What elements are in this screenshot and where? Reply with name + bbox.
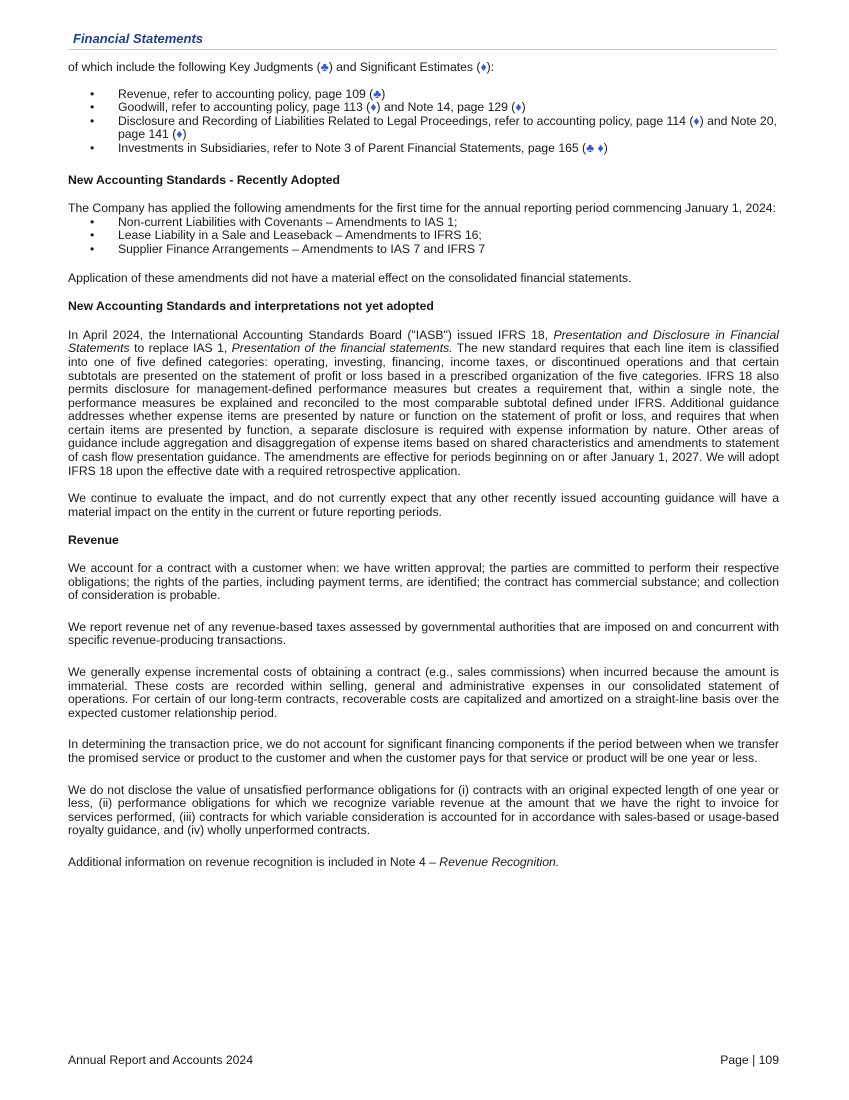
- marker-icon: ♣ ♦: [586, 140, 604, 155]
- list-item-text: Revenue, refer to accounting policy, page 109 (: [118, 86, 374, 101]
- list-item: [68, 216, 779, 230]
- revenue-paragraph-5: We do not disclose the value of unsatisfied performance obligations for (i) contracts with an original expected length of one year or less, (ii) performance obligations for which we recognize variable revenue at the amount that we have the right to invoice for services performed, (iii) contracts for which variable consideration is accounted for in accordance with sales-based or usage-based royalty guidance, and (iv) wholly unperformed contracts.: [68, 782, 779, 838]
- list-item-text: Supplier Finance Arrangements – Amendments to IAS 7 and IFRS 7: [118, 241, 486, 256]
- list-item-text: ): [381, 86, 386, 101]
- recently-adopted-conclusion: Application of these amendments did not have a material effect on the consolidated financial statements.: [68, 270, 632, 285]
- marker-icon: ♣: [373, 86, 382, 101]
- list-item: [68, 229, 779, 243]
- list-item-text: ) and Note 20, page 141 (: [118, 113, 777, 142]
- key-judgments-list: [68, 88, 779, 156]
- intro-text: of which include the following Key Judgments (: [68, 60, 321, 74]
- list-item-text: Investments in Subsidiaries, refer to Note 3 of Parent Financial Statements, page 165 (: [118, 140, 587, 155]
- marker-icon: ♦: [515, 100, 522, 115]
- intro-text: ):: [486, 60, 495, 74]
- key-judgment-club-icon: ♣: [320, 60, 329, 74]
- paragraph-text: Additional information on revenue recognition is included in Note 4 –: [68, 854, 440, 869]
- list-item: [68, 115, 779, 142]
- evaluate-impact-paragraph: We continue to evaluate the impact, and do not currently expect that any other recently issued accounting guidance will have a material impact on the entity in the current or future reporting periods.: [68, 491, 779, 519]
- bullet-icon: •: [90, 100, 95, 115]
- intro-paragraph: [68, 61, 779, 75]
- list-item-text: Non-current Liabilities with Covenants – Amendments to IAS 1;: [118, 214, 458, 229]
- bullet-icon: •: [90, 86, 95, 101]
- section-heading-recently-adopted: New Accounting Standards - Recently Adopted: [68, 172, 340, 187]
- bullet-icon: •: [90, 228, 95, 243]
- revenue-paragraph-3: We generally expense incremental costs of obtaining a contract (e.g., sales commissions) when incurred because the amount is immaterial. These costs are recorded within selling, general and administrative expenses in our consolidated statement of operations. For certain of our long-term contracts, recoverable costs are capitalized and amortized on a straight-line basis over the expected customer relationship period.: [68, 665, 779, 720]
- revenue-paragraph-1: We account for a contract with a customer when: we have written approval; the parties are committed to perform their respective obligations; the rights of the parties, including payment terms, are identified; the contract has commercial substance; and collection of consideration is probable.: [68, 561, 779, 603]
- list-item: [68, 88, 779, 102]
- bullet-icon: •: [90, 113, 95, 128]
- list-item-text: ) and Note 14, page 129 (: [376, 100, 516, 115]
- list-item: [68, 101, 779, 115]
- amendments-list: [68, 216, 779, 257]
- section-heading-revenue: Revenue: [68, 533, 119, 548]
- marker-icon: ♦: [176, 127, 183, 142]
- paragraph-italic: Presentation of the financial statements.: [231, 341, 453, 356]
- bullet-icon: •: [90, 241, 95, 256]
- bullet-icon: •: [90, 140, 95, 155]
- list-item-text: Disclosure and Recording of Liabilities Related to Legal Proceedings, refer to accounting policy, page 114 (: [118, 113, 694, 128]
- paragraph-text: to replace IAS 1,: [129, 341, 232, 356]
- list-item-text: ): [521, 100, 526, 115]
- section-heading-not-yet-adopted: New Accounting Standards and interpretations not yet adopted: [68, 299, 434, 314]
- list-item: [68, 243, 779, 257]
- paragraph-italic: Presentation and Disclosure in Financial Statements: [68, 327, 779, 356]
- marker-icon: ♦: [693, 113, 700, 128]
- recently-adopted-intro: The Company has applied the following amendments for the first time for the annual reporting period commencing January 1, 2024:: [68, 201, 776, 216]
- list-item-text: ): [182, 127, 187, 142]
- significant-estimate-diamond-icon: ♦: [480, 60, 487, 74]
- revenue-paragraph-4: In determining the transaction price, we do not account for significant financing components if the period between when we transfer the promised service or product to the customer and when the customer pays for that service or product will be one year or less.: [68, 737, 779, 765]
- list-item-text: ): [603, 140, 608, 155]
- footer-page-number: Page | 109: [720, 1053, 779, 1067]
- revenue-paragraph-6: [68, 856, 779, 870]
- paragraph-text: The new standard requires that each line item is classified into one of five defined categories: operating, investing, financing, income taxes, or discontinued operations and that certain subtotals are presented on the statement of profit or loss based in a prescribed organization of the five categories. IFRS 18 also permits disclosure for management-defined performance measures but creates a requirement that, within a single note, the performance measures be explained and reconciled to the most comparable subtotal defined under IFRS. Additional guidance addresses whether expense items are presented by nature or function on the statement of profit or loss, and requires that when certain items are presented by function, a separate disclosure is required with expense information by nature. Other areas of guidance include aggregation and disaggregation of expense items based on shared characteristics and amendments to statement of cash flow presentation guidance. The amendments are effective for periods beginning on or after January 1, 2027. We will adopt IFRS 18 upon the effective date with a required retrospective application.: [68, 341, 779, 478]
- footer-report-title: Annual Report and Accounts 2024: [68, 1053, 253, 1067]
- revenue-paragraph-2: We report revenue net of any revenue-based taxes assessed by governmental authorities that are imposed on and concurrent with specific revenue-producing transactions.: [68, 619, 779, 648]
- bullet-icon: •: [90, 214, 95, 229]
- paragraph-italic: Revenue Recognition.: [439, 854, 560, 869]
- paragraph-text: In April 2024, the International Accounting Standards Board ("IASB") issued IFRS 18,: [68, 327, 554, 342]
- page-header-title: Financial Statements: [73, 31, 204, 46]
- ifrs18-paragraph: [68, 329, 779, 479]
- intro-text: ) and Significant Estimates (: [328, 60, 481, 74]
- list-item-text: Lease Liability in a Sale and Leaseback – Amendments to IFRS 16;: [118, 228, 482, 243]
- page-header: [68, 32, 777, 50]
- list-item-text: Goodwill, refer to accounting policy, page 113 (: [118, 100, 371, 115]
- marker-icon: ♦: [370, 100, 377, 115]
- list-item: [68, 142, 779, 156]
- page-content: [68, 61, 779, 870]
